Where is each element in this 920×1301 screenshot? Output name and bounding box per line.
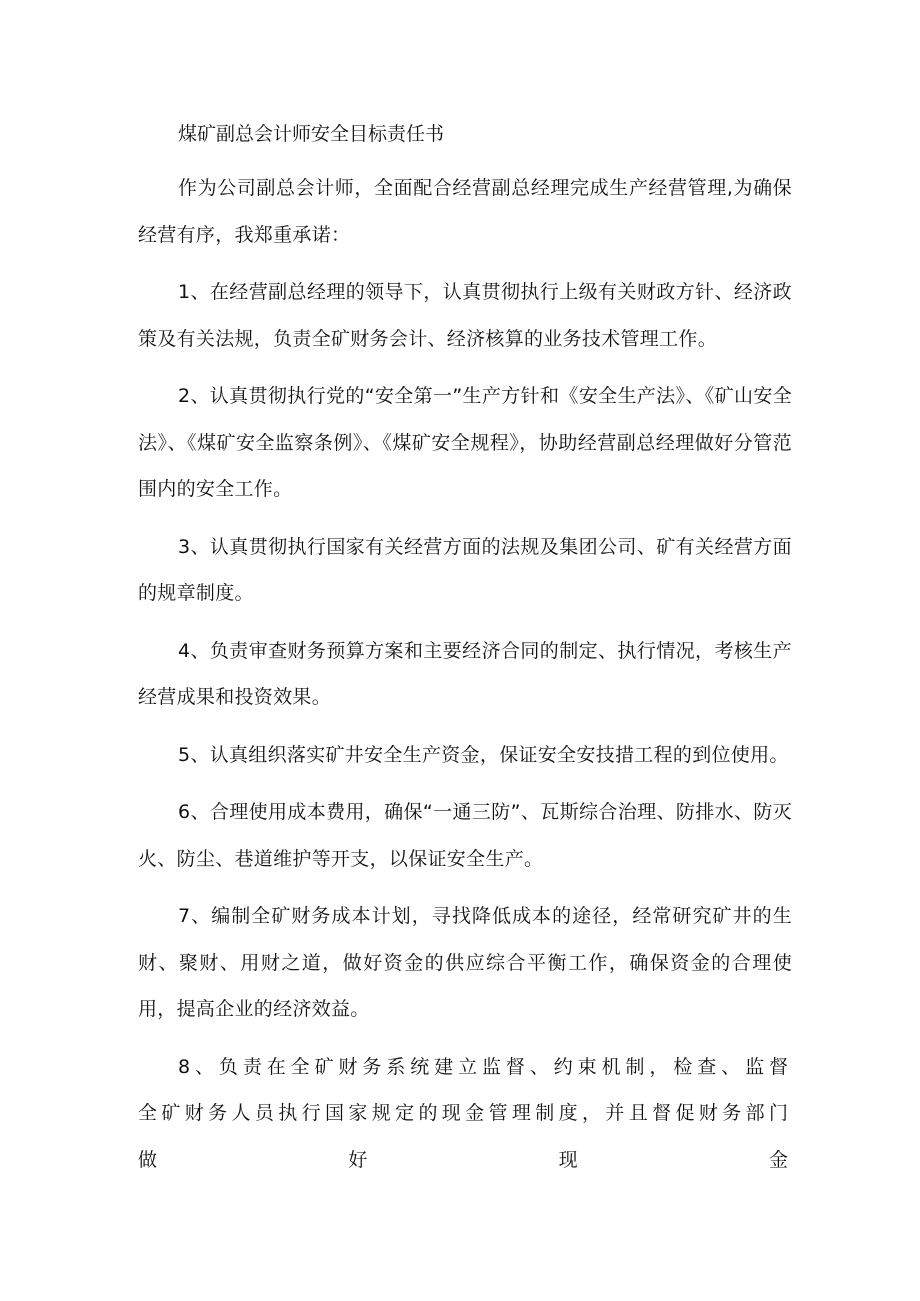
paragraph-item-2: 2、认真贯彻执行党的“安全第一”生产方针和《安全生产法》、《矿山安全法》、《煤矿安全监察条例》、《煤矿安全规程》，协助经营副总经理做好分管范围内的安全工作。 (138, 385, 792, 500)
paragraph-intro: 作为公司副总会计师，全面配合经营副总经理完成生产经营管理,为确保经营有序，我郑重承诺： (138, 177, 792, 246)
paragraph-item-4: 4、负责审查财务预算方案和主要经济合同的制定、执行情况，考核生产经营成果和投资效果。 (138, 639, 792, 708)
paragraph-item-1: 1、在经营副总经理的领导下，认真贯彻执行上级有关财政方针、经济政策及有关法规，负责全矿财务会计、经济核算的业务技术管理工作。 (138, 281, 792, 350)
paragraph-item-3: 3、认真贯彻执行国家有关经营方面的法规及集团公司、矿有关经营方面的规章制度。 (138, 535, 792, 604)
paragraph-item-5: 5、认真组织落实矿井安全生产资金，保证安全安技措工程的到位使用。 (178, 743, 789, 766)
document-body (138, 165, 792, 1194)
paragraph-item-7: 7、编制全矿财务成本计划，寻找降低成本的途径，经常研究矿井的生财、聚财、用财之道，做好资金的供应综合平衡工作，确保资金的合理使用，提高企业的经济效益。 (138, 905, 792, 1020)
document-title: 煤矿副总会计师安全目标责任书 (178, 123, 445, 145)
paragraph-item-8: 8、负责在全矿财务系统建立监督、约束机制，检查、监督全矿财务人员执行国家规定的现金管理制度，并且督促财务部门做好现金 (138, 1055, 792, 1171)
paragraph-item-6: 6、合理使用成本费用，确保“一通三防”、瓦斯综合治理、防排水、防灭火、防尘、巷道维护等开支，以保证安全生产。 (138, 801, 792, 870)
